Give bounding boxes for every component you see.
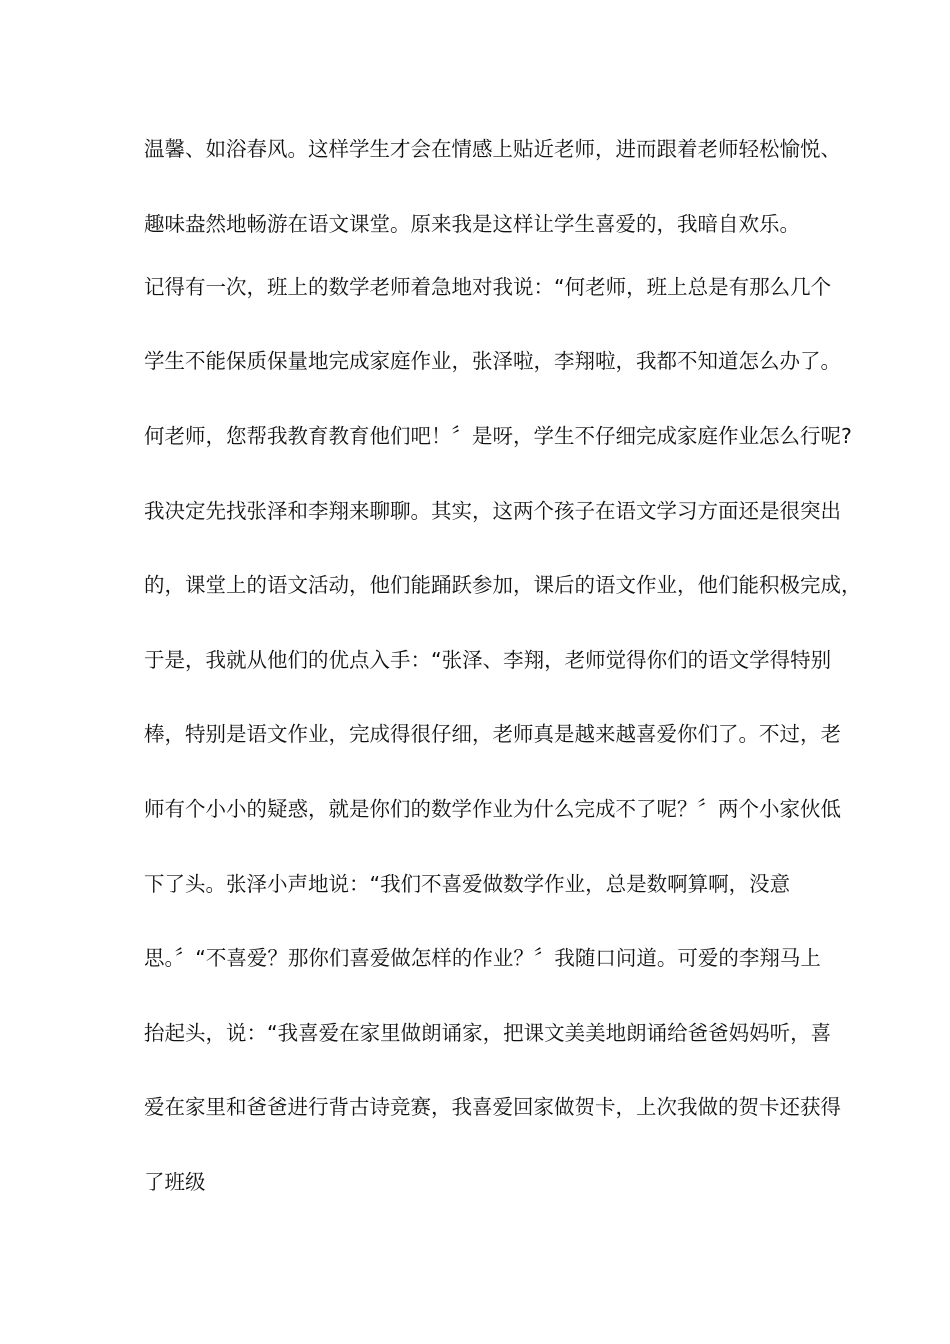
- body-text-line: 何老师，您帮我教育教育他们吧！〞是呀，学生不仔细完成家庭作业怎么行呢?: [144, 424, 852, 448]
- body-text-line: 抬起头，说：“我喜爱在家里做朗诵家，把课文美美地朗诵给爸爸妈妈听，喜: [144, 1021, 832, 1045]
- body-text-line: 思。〞“不喜爱？那你们喜爱做怎样的作业？〞我随口问道。可爱的李翔马上: [144, 946, 821, 970]
- body-text-line: 于是，我就从他们的优点入手：“张泽、李翔，老师觉得你们的语文学得特别: [144, 648, 832, 672]
- body-text-line: 我决定先找张泽和李翔来聊聊。其实，这两个孩子在语文学习方面还是很突出: [144, 499, 841, 523]
- body-text-line: 记得有一次，班上的数学老师着急地对我说：“何老师，班上总是有那么几个: [144, 275, 832, 299]
- body-text-line: 下了头。张泽小声地说：“我们不喜爱做数学作业，总是数啊算啊，没意: [144, 872, 791, 896]
- body-text-line: 了班级: [144, 1170, 206, 1194]
- body-text-line: 师有个小小的疑惑，就是你们的数学作业为什么完成不了呢？〞两个小家伙低: [144, 797, 841, 821]
- body-text-line: 棒，特别是语文作业，完成得很仔细，老师真是越来越喜爱你们了。不过，老: [144, 722, 841, 746]
- body-text-line: 的，课堂上的语文活动，他们能踊跃参加，课后的语文作业，他们能积极完成，: [144, 573, 862, 597]
- body-text-line: 学生不能保质保量地完成家庭作业，张泽啦，李翔啦，我都不知道怎么办了。: [144, 349, 841, 373]
- body-text-line: 温馨、如浴春风。这样学生才会在情感上贴近老师，进而跟着老师轻松愉悦、: [144, 137, 841, 161]
- body-text-line: 趣味盎然地畅游在语文课堂。原来我是这样让学生喜爱的，我暗自欢乐。: [144, 212, 800, 236]
- body-text-line: 爱在家里和爸爸进行背古诗竞赛，我喜爱回家做贺卡，上次我做的贺卡还获得: [144, 1095, 841, 1119]
